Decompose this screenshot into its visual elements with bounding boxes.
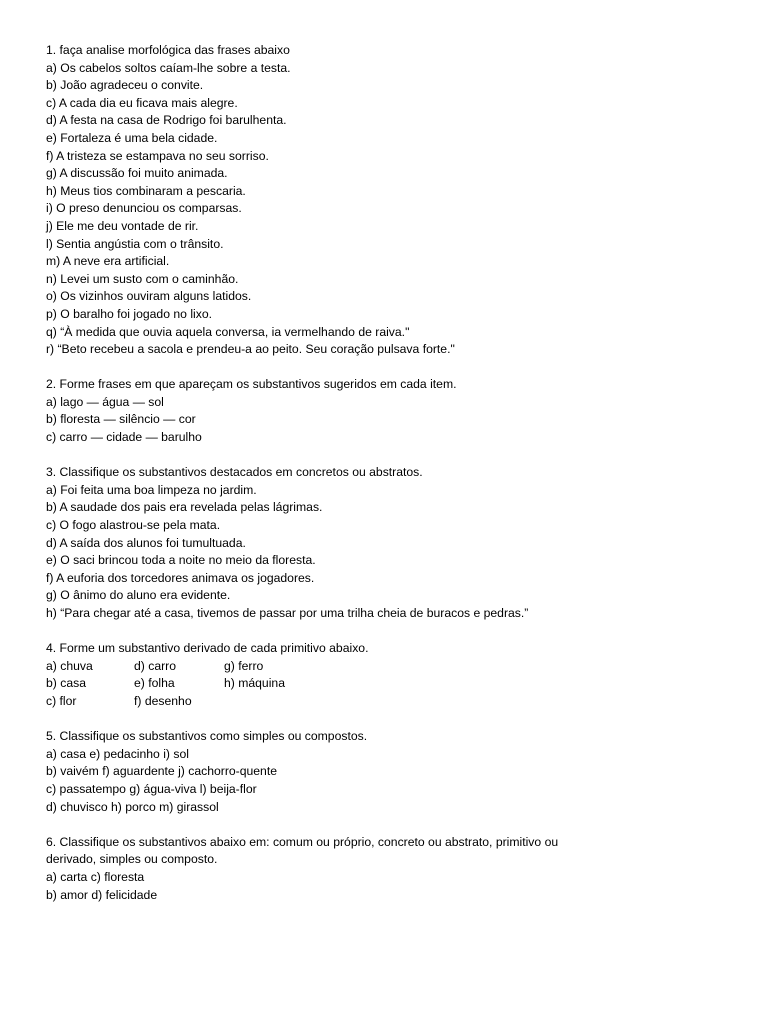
question-2 bbox=[46, 376, 746, 446]
question-1 bbox=[46, 42, 746, 359]
q3-item-b: b) A saudade dos pais era revelada pelas lágrimas. bbox=[46, 500, 323, 515]
question-3 bbox=[46, 464, 746, 622]
q3-item-f: f) A euforia dos torcedores animava os jogadores. bbox=[46, 570, 315, 585]
q1-item-o: o) Os vizinhos ouviram alguns latidos. bbox=[46, 289, 252, 304]
q5-line-2: b) vaivém f) aguardente j) cachorro-quente bbox=[46, 764, 278, 779]
q5-line-4: d) chuvisco h) porco m) girassol bbox=[46, 799, 219, 814]
q4-item-h: h) máquina bbox=[224, 676, 285, 691]
question-1-title: 1. faça analise morfológica das frases abaixo bbox=[46, 43, 290, 57]
q5-line-1: a) casa e) pedacinho i) sol bbox=[46, 746, 189, 761]
q1-item-j: j) Ele me deu vontade de rir. bbox=[46, 218, 199, 233]
q4-item-d: d) carro bbox=[134, 658, 176, 673]
q4-item-g: g) ferro bbox=[224, 658, 264, 673]
question-5 bbox=[46, 728, 746, 816]
q1-item-m: m) A neve era artificial. bbox=[46, 254, 170, 269]
q4-item-c: c) flor bbox=[46, 693, 77, 708]
q1-item-b: b) João agradeceu o convite. bbox=[46, 78, 204, 93]
worksheet-page bbox=[46, 42, 746, 922]
q4-row bbox=[46, 693, 746, 711]
q3-item-h: h) “Para chegar até a casa, tivemos de passar por uma trilha cheia de buracos e pedras.” bbox=[46, 606, 529, 620]
q4-item-b: b) casa bbox=[46, 676, 86, 691]
q1-item-l: l) Sentia angústia com o trânsito. bbox=[46, 236, 224, 251]
q3-item-a: a) Foi feita uma boa limpeza no jardim. bbox=[46, 482, 257, 497]
q4-row bbox=[46, 675, 746, 693]
q5-line-3: c) passatempo g) água-viva l) beija-flor bbox=[46, 781, 257, 796]
question-2-title: 2. Forme frases em que apareçam os substantivos sugeridos em cada item. bbox=[46, 377, 457, 392]
q4-row bbox=[46, 658, 746, 676]
q1-item-q: q) “À medida que ouvia aquela conversa, ia vermelhando de raiva." bbox=[46, 324, 410, 339]
q1-item-p: p) O baralho foi jogado no lixo. bbox=[46, 306, 212, 321]
question-4-title: 4. Forme um substantivo derivado de cada primitivo abaixo. bbox=[46, 641, 369, 656]
question-5-title: 5. Classifique os substantivos como simples ou compostos. bbox=[46, 729, 368, 744]
q3-item-g: g) O ânimo do aluno era evidente. bbox=[46, 588, 231, 603]
q1-item-f: f) A tristeza se estampava no seu sorriso. bbox=[46, 148, 269, 163]
q4-item-f: f) desenho bbox=[134, 693, 192, 708]
q6-line-1: a) carta c) floresta bbox=[46, 869, 145, 884]
q1-item-n: n) Levei um susto com o caminhão. bbox=[46, 271, 239, 286]
q1-item-g: g) A discussão foi muito animada. bbox=[46, 166, 228, 181]
q1-item-h: h) Meus tios combinaram a pescaria. bbox=[46, 183, 246, 198]
q3-item-e: e) O saci brincou toda a noite no meio da floresta. bbox=[46, 553, 316, 568]
q4-item-e: e) folha bbox=[134, 676, 175, 691]
q2-item-c: c) carro — cidade — barulho bbox=[46, 430, 202, 445]
q1-item-c: c) A cada dia eu ficava mais alegre. bbox=[46, 95, 238, 110]
q1-item-i: i) O preso denunciou os comparsas. bbox=[46, 201, 242, 216]
question-6 bbox=[46, 834, 746, 904]
q3-item-d: d) A saída dos alunos foi tumultuada. bbox=[46, 535, 246, 550]
q2-item-a: a) lago — água — sol bbox=[46, 394, 164, 409]
q2-item-b: b) floresta — silêncio — cor bbox=[46, 412, 196, 427]
q6-line-2: b) amor d) felicidade bbox=[46, 887, 158, 902]
q4-item-a: a) chuva bbox=[46, 658, 93, 673]
q1-item-r: r) “Beto recebeu a sacola e prendeu-a ao peito. Seu coração pulsava forte." bbox=[46, 342, 455, 357]
q3-item-c: c) O fogo alastrou-se pela mata. bbox=[46, 518, 221, 533]
q1-item-d: d) A festa na casa de Rodrigo foi barulhenta. bbox=[46, 113, 287, 128]
question-3-title: 3. Classifique os substantivos destacados em concretos ou abstratos. bbox=[46, 465, 423, 480]
q1-item-e: e) Fortaleza é uma bela cidade. bbox=[46, 130, 218, 145]
question-6-title: 6. Classifique os substantivos abaixo em: comum ou próprio, concreto ou abstrato, primitivo ou derivado, simples ou composto. bbox=[46, 834, 559, 867]
q1-item-a: a) Os cabelos soltos caíam-lhe sobre a testa. bbox=[46, 60, 291, 75]
question-4 bbox=[46, 640, 746, 710]
